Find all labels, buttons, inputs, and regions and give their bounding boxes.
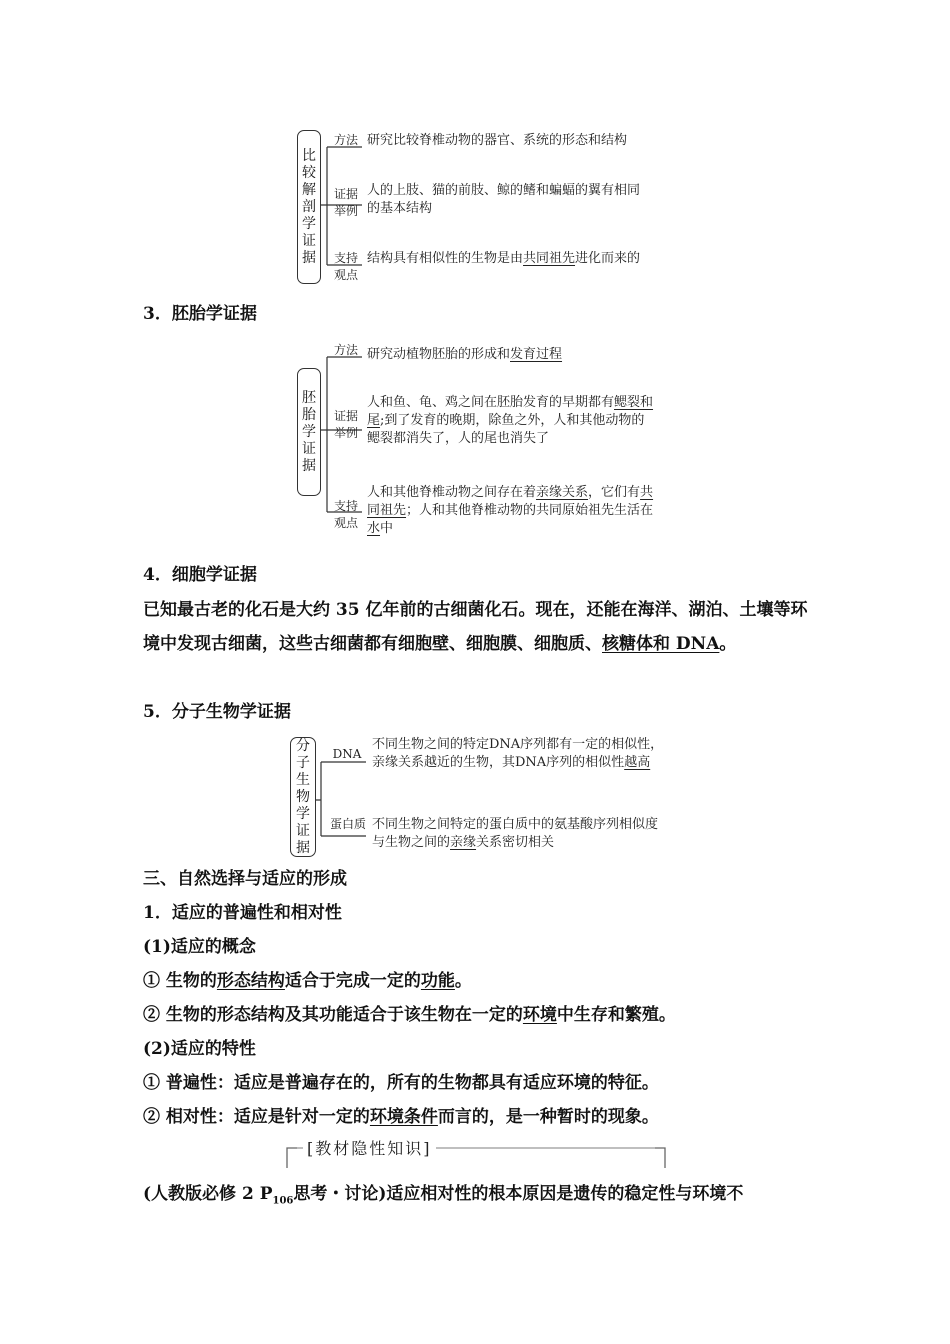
tree-molecular-text-protein: 不同生物之间特定的蛋白质中的氨基酸序列相似度与生物之间的亲缘关系密切相关 (372, 817, 659, 850)
tree-embryo-connectors (0, 0, 950, 560)
sub1-title: 1．适应的普遍性和相对性 (143, 903, 342, 923)
last-line: (人教版必修 2 $P_{106}$思考・讨论)适应相对性的根本原因是遗传的稳定性与环境不 (143, 1184, 744, 1207)
tree-embryo-label-support: 支持 观点 (333, 499, 358, 530)
concept-title: (1)适应的概念 (143, 937, 256, 957)
heading-cell: 4．细胞学证据 (143, 565, 257, 585)
hidden-knowledge-banner (285, 1134, 668, 1170)
concept-item-2: ② 生物的形态结构及其功能适合于该生物在一定的环境中生存和繁殖。 (143, 1005, 676, 1025)
heading-molecular: 5．分子生物学证据 (143, 702, 291, 722)
tree-comparative-label-evidence: 证据 举例 (333, 187, 358, 218)
tree-comparative-connectors (0, 0, 950, 320)
section3-title: 三、自然选择与适应的形成 (143, 869, 347, 889)
heading-embryo: 3．胚胎学证据 (143, 304, 257, 324)
feature-item-1: ① 普遍性：适应是普遍存在的，所有的生物都具有适应环境的特征。 (143, 1073, 659, 1093)
tree-embryo-title-box (297, 368, 321, 496)
tree-comparative-label-method: 方法 (333, 133, 358, 147)
tree-embryo-label-method: 方法 (333, 343, 358, 357)
tree-molecular-text-dna: 不同生物之间的特定DNA序列都有一定的相似性，亲缘关系越近的生物，其DNA序列的相似性越高 (372, 737, 664, 770)
feature-title: (2)适应的特性 (143, 1039, 256, 1059)
tree-embryo-text-method: 研究动植物胚胎的形成和发育过程 (367, 347, 563, 362)
tree-embryo-title: 胚胎学证据 (301, 389, 316, 474)
tree-comparative-text-evidence: 人的上肢、猫的前肢、鲸的鳍和蝙蝠的翼有相同的基本结构 (367, 183, 641, 216)
feature-item-2: ② 相对性：适应是针对一定的环境条件而言的，是一种暂时的现象。 (143, 1107, 659, 1127)
tree-embryo-label-evidence: 证据 举例 (333, 409, 358, 440)
tree-molecular-label-protein: 蛋白质 (329, 817, 366, 831)
tree-molecular-title: 分子生物学证据 (295, 737, 310, 856)
tree-comparative-title: 比较解剖学证据 (301, 147, 316, 266)
tree-comparative-title-box (297, 130, 321, 284)
banner-label: [教材隐性知识] (303, 1136, 436, 1159)
tree-comparative-text-method: 研究比较脊椎动物的器官、系统的形态和结构 (367, 133, 628, 148)
tree-embryo-text-support: 人和其他脊椎动物之间存在着亲缘关系，它们有共同祖先；人和其他脊椎动物的共同原始祖先生活在水中 (367, 485, 654, 536)
cell-paragraph: 已知最古老的化石是大约 35 亿年前的古细菌化石。现在，还能在海洋、湖泊、土壤等环境中发现古细菌，这些古细菌都有细胞壁、细胞膜、细胞质、核糖体和 DNA。 (143, 600, 808, 654)
concept-item-1: ① 生物的形态结构适合于完成一定的功能。 (143, 971, 472, 991)
tree-molecular-title-box (290, 737, 316, 857)
tree-molecular-label-dna: DNA (332, 747, 362, 761)
tree-comparative-label-support: 支持 观点 (333, 251, 358, 282)
tree-comparative-text-support: 结构具有相似性的生物是由共同祖先进化而来的 (367, 251, 641, 266)
tree-embryo-text-evidence: 人和鱼、龟、鸡之间在胚胎发育的早期都有鳃裂和尾;到了发育的晚期，除鱼之外，人和其他动物的鳃裂都消失了，人的尾也消失了 (367, 395, 654, 446)
